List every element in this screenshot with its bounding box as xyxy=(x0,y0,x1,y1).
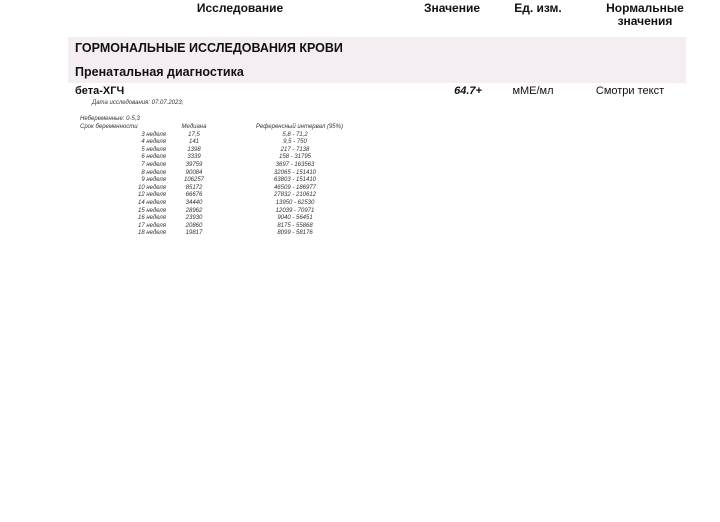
ref-interval-cell: 27832 - 210612 xyxy=(273,192,317,199)
ref-interval-cell: 8175 - 55868 xyxy=(277,222,313,229)
ref-median-cell: 34440 xyxy=(185,199,203,206)
ref-interval-cell: 3697 - 163563 xyxy=(275,161,315,168)
ref-median-cell: 106257 xyxy=(183,177,205,184)
ref-interval-cell: 5,8 - 71,2 xyxy=(282,131,308,138)
ref-term-cell: 17 неделя xyxy=(138,222,166,229)
ref-median-cell: 19817 xyxy=(185,230,203,237)
ref-interval-cell: 158 - 31795 xyxy=(278,154,312,161)
ref-term-cell: 4 неделя xyxy=(141,139,166,146)
ref-term-cell: 6 неделя xyxy=(141,154,166,161)
test-name: бета-ХГЧ xyxy=(75,85,125,97)
test-row xyxy=(68,85,686,99)
ref-term-cell: 18 неделя xyxy=(138,230,166,237)
subsection-title: Пренатальная диагностика xyxy=(75,65,244,79)
ref-median-cell: 141 xyxy=(188,139,199,146)
ref-interval-cell: 9040 - 56451 xyxy=(277,215,313,222)
section-heading xyxy=(68,37,686,61)
ref-interval-cell: 32065 - 151410 xyxy=(273,169,317,176)
ref-interval-cell: 9,5 - 750 xyxy=(283,139,307,146)
ref-median-cell: 1398 xyxy=(187,146,201,153)
ref-term-cell: 14 неделя xyxy=(138,199,166,206)
ref-median-cell: 20860 xyxy=(185,222,203,229)
section-title: ГОРМОНАЛЬНЫЕ ИССЛЕДОВАНИЯ КРОВИ xyxy=(75,41,343,55)
column-header-study: Исследование xyxy=(196,1,284,15)
ref-median-cell: 39759 xyxy=(185,161,203,168)
ref-median-cell: 23930 xyxy=(185,215,203,222)
ref-term-cell: 10 неделя xyxy=(138,184,166,191)
nonpregnant-note: Небеременные: 0-5,3 xyxy=(80,116,140,122)
test-norm: Смотри текст xyxy=(595,85,665,97)
ref-term-cell: 5 неделя xyxy=(141,146,166,153)
study-date-note: Дата исследования: 07.07.2023; xyxy=(92,100,184,106)
ref-term-cell: 12 неделя xyxy=(138,192,166,199)
ref-interval-cell: 46509 - 186977 xyxy=(273,184,317,191)
ref-interval-cell: 217 - 7138 xyxy=(280,146,310,153)
subsection-heading xyxy=(68,61,686,83)
ref-term-cell: 15 неделя xyxy=(138,207,166,214)
ref-median-cell: 85172 xyxy=(185,184,203,191)
ref-term-cell: 9 неделя xyxy=(141,177,166,184)
ref-median-cell: 66676 xyxy=(185,192,203,199)
ref-median-cell: 90084 xyxy=(185,169,203,176)
ref-header-interval: Референсный интервал (95%) xyxy=(256,124,343,130)
table-header xyxy=(0,0,720,34)
test-unit: мМЕ/мл xyxy=(512,85,554,97)
ref-median-cell: 28962 xyxy=(185,207,203,214)
ref-interval-cell: 8099 - 58176 xyxy=(277,230,313,237)
ref-interval-cell: 12039 - 70971 xyxy=(275,207,315,214)
ref-header-median: Медиана xyxy=(181,124,207,130)
column-header-norm: Нормальные значения xyxy=(606,1,684,28)
ref-interval-cell: 13950 - 62530 xyxy=(275,199,315,206)
ref-header-term: Срок беременности xyxy=(80,124,138,130)
ref-median-cell: 3339 xyxy=(187,154,201,161)
ref-term-cell: 7 неделя xyxy=(141,161,166,168)
ref-term-cell: 3 неделя xyxy=(141,131,166,138)
test-value: 64.7+ xyxy=(454,85,482,97)
column-header-unit: Ед. изм. xyxy=(514,1,562,15)
ref-interval-cell: 63803 - 151410 xyxy=(273,177,317,184)
column-header-value: Значение xyxy=(423,1,481,15)
ref-term-cell: 16 неделя xyxy=(138,215,166,222)
ref-median-cell: 17,5 xyxy=(188,131,200,138)
ref-term-cell: 8 неделя xyxy=(141,169,166,176)
